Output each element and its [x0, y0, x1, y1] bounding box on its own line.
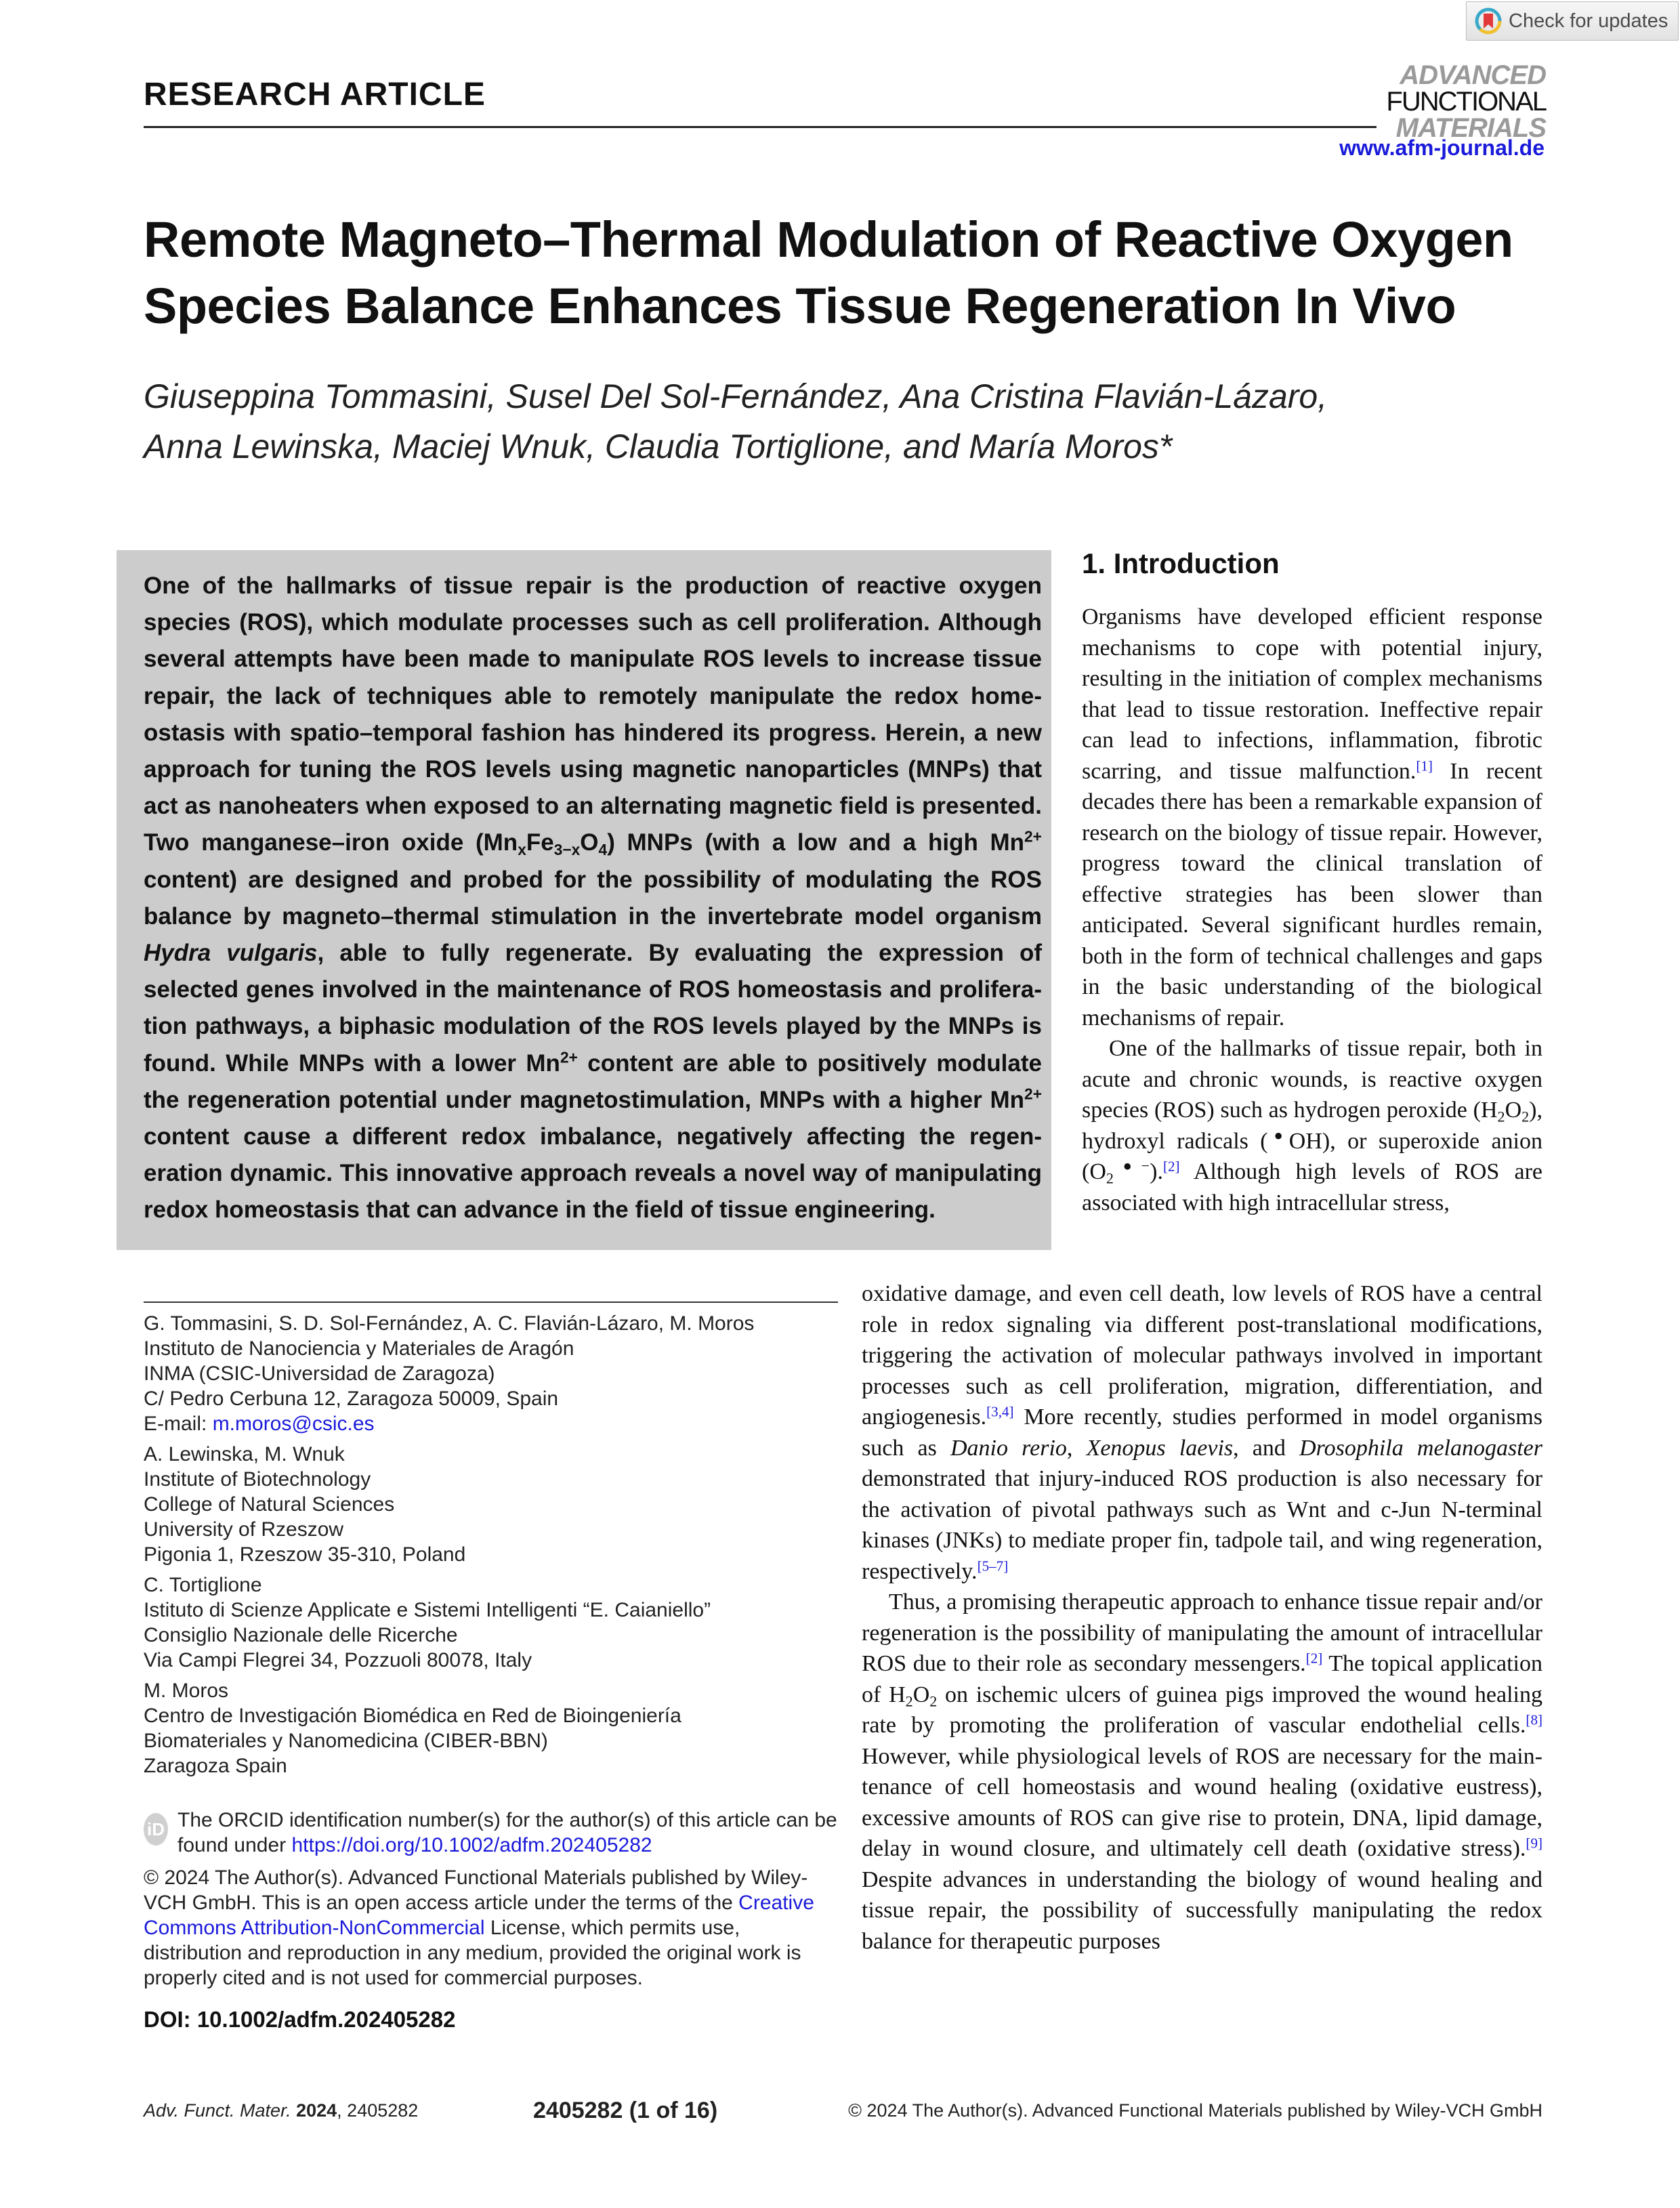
citation-link[interactable]: [5–7] — [977, 1557, 1009, 1574]
orcid-icon: iD — [144, 1813, 168, 1846]
abstract-part: content) are designed and probed for the possibility of modulating the ROS balance by magneto–thermal stimulation in the invertebrate model organism — [144, 866, 1042, 930]
affiliation-rule — [144, 1301, 838, 1303]
affiliation-line: INMA (CSIC-Universidad de Zaragoza) — [144, 1362, 495, 1385]
affiliation-group — [144, 1311, 841, 1436]
orcid-note — [144, 1808, 841, 1858]
email-label: E-mail: — [144, 1413, 213, 1435]
superscript: 2+ — [560, 1048, 578, 1066]
subscript: 2 — [1106, 1169, 1114, 1187]
logo-line-materials: MATERIALS — [1395, 113, 1546, 144]
subscript: 3−x — [553, 841, 581, 859]
header-rule — [144, 126, 1377, 128]
orcid-doi-link[interactable]: https://doi.org/10.1002/adfm.202405282 — [291, 1834, 652, 1856]
species-name: Hydra vulgaris — [144, 940, 318, 967]
superscript: 2+ — [1024, 1085, 1042, 1103]
email-line — [144, 1411, 841, 1436]
affiliation-line: Biomateriales y Nanomedicina (CIBER-BBN) — [144, 1730, 548, 1752]
journal-logo — [1378, 62, 1546, 142]
affiliation-line: G. Tommasini, S. D. Sol-Fernández, A. C. Flavián-Lázaro, M. Moros — [144, 1312, 755, 1335]
subscript: 2 — [905, 1692, 913, 1710]
subscript: 4 — [598, 841, 608, 859]
intro-paragraph-3 — [862, 1587, 1542, 1957]
article-type: RESEARCH ARTICLE — [144, 77, 486, 112]
text: In recent decades there has been a remarkable expansion of research on the biology of tissue repair. However, progress toward the clinical translation of effective strategies has been slower than anticipated. Several significant hurdles remain, both in the form of technical challenges and gaps in the basic understanding of the biological mechanisms of repair. — [1082, 758, 1542, 1030]
citation-link[interactable]: [9] — [1526, 1835, 1542, 1852]
abstract-part: Fe — [526, 829, 554, 856]
species-name: Danio rerio — [950, 1435, 1067, 1461]
affiliation-line: University of Rzeszow — [144, 1518, 344, 1541]
affiliation-line: Istituto di Scienze Applicate e Sistemi Intelligenti “E. Caianiello” — [144, 1599, 711, 1621]
article-number: , 2405282 — [337, 2100, 419, 2121]
text: O — [912, 1682, 930, 1707]
citation-link[interactable]: [2] — [1162, 1158, 1180, 1175]
affiliation-line: Via Campi Flegrei 34, Pozzuoli 80078, Italy — [144, 1649, 532, 1671]
radical-dot: ● — [1267, 1126, 1289, 1144]
text: , — [1066, 1435, 1087, 1461]
abstract-part: ) MNPs (with a low and a high Mn — [607, 829, 1025, 856]
author-list — [144, 371, 1566, 472]
affiliations — [144, 1311, 841, 1784]
year: 2024 — [296, 2100, 337, 2121]
affiliation-line: C/ Pedro Cerbuna 12, Zaragoza 50009, Spain — [144, 1388, 559, 1410]
page-number: 2405282 (1 of 16) — [533, 2098, 718, 2123]
introduction-column-wide — [862, 1278, 1542, 1957]
title-line-1: Remote Magneto–Thermal Modulation of Reactive Oxygen — [144, 211, 1513, 268]
citation-link[interactable]: [2] — [1305, 1650, 1323, 1667]
citation-link[interactable]: [8] — [1526, 1711, 1542, 1728]
text: Although high levels of ROS are associated with high intracellular stress, — [1082, 1159, 1542, 1215]
authors-line-2: Anna Lewinska, Maciej Wnuk, Claudia Tortiglione, and María Moros* — [144, 428, 1173, 465]
journal-url-link[interactable]: www.afm-journal.de — [1339, 136, 1545, 160]
text: However, while physiological levels of ROS are necessary for the maintenance of cell homeostasis and wound healing (oxidative eustress), excessive amounts of ROS can give rise to protein, DNA, lipid damage, delay in wound closure, and ultimately cell death (oxidative stress). — [862, 1743, 1542, 1861]
affiliation-group — [144, 1572, 841, 1673]
text: Despite advances in understanding the biology of wound healing and tissue repair, the possibility of successfully manipulating the redox balance for therapeutic purposes — [862, 1867, 1542, 1954]
abstract-part: O — [580, 829, 599, 856]
text: Thus, a promising therapeutic approach to enhance tissue repair and/or regeneration is the possibility of manipulating the amount of intracellular ROS due to their role as secondary messengers. — [862, 1589, 1542, 1676]
journal-citation — [144, 2100, 418, 2121]
crossmark-icon — [1475, 7, 1502, 35]
doi: DOI: 10.1002/adfm.202405282 — [144, 2007, 456, 2032]
section-heading-introduction: 1. Introduction — [1082, 547, 1280, 579]
affiliation-line: C. Tortiglione — [144, 1574, 262, 1596]
affiliation-line: Instituto de Nanociencia y Materiales de Aragón — [144, 1337, 574, 1360]
email-link[interactable]: m.moros@csic.es — [212, 1413, 375, 1435]
abstract-text — [144, 568, 1042, 1229]
affiliation-line: M. Moros — [144, 1680, 229, 1702]
text: The topical application of H — [862, 1651, 1542, 1707]
species-name: Xenopus laevis — [1086, 1435, 1234, 1461]
text: ). — [1150, 1159, 1163, 1184]
footer-copyright: © 2024 The Author(s). Advanced Functional Materials published by Wiley-VCH GmbH — [848, 2100, 1542, 2121]
license-link[interactable]: Creative Commons Attribution-NonCommercial — [144, 1892, 814, 1939]
orcid-text — [177, 1808, 841, 1858]
authors-line-1: Giuseppina Tommasini, Susel Del Sol-Fernández, Ana Cristina Flavián-Lázaro, — [144, 377, 1328, 415]
text: The ORCID identification number(s) for the author(s) of this article can be found under — [177, 1809, 837, 1856]
text: , and — [1233, 1435, 1300, 1461]
subscript: 2 — [1521, 1108, 1530, 1125]
introduction-column-narrow — [1082, 602, 1542, 1218]
text: © 2024 The Author(s). Advanced Functional Materials published by Wiley-VCH GmbH. This is an open access article under the terms of the — [144, 1867, 808, 1914]
text: OH), or superoxide anion (O — [1082, 1128, 1542, 1184]
affiliation-line: Centro de Investigación Biomédica en Red de Bioingeniería — [144, 1705, 681, 1727]
affiliation-line: College of Natural Sciences — [144, 1493, 395, 1516]
logo-line-advanced: ADVANCED — [1400, 60, 1546, 90]
subscript: x — [518, 841, 526, 859]
logo-line-functional: FUNCTIONAL — [1386, 87, 1546, 117]
abstract-part: content cause a different redox imbalance, negatively affecting the regeneration dynamic. This innovative approach reveals a novel way of manipulating redox homeostasis that can advance in the field of tissue engineering. — [144, 1123, 1042, 1224]
article-title — [144, 207, 1566, 339]
subscript: 2 — [929, 1692, 938, 1710]
affiliation-line: Zaragoza Spain — [144, 1755, 287, 1777]
intro-paragraph-2 — [1082, 1033, 1542, 1218]
abstract-part: content are able to positively modulate the regeneration potential under magnetostimulation, MNPs with a higher Mn — [144, 1049, 1042, 1113]
text: Organisms have developed efficient response mechanisms to cope with potential injury, resulting in the initiation of complex mechanisms that lead to tissue restoration. Ineffective repair can lead to infections, inflammation, fibrotic scarring, and tissue malfunction. — [1082, 604, 1542, 784]
superscript: 2+ — [1024, 827, 1042, 846]
title-line-2: Species Balance Enhances Tissue Regeneration In Vivo — [144, 278, 1456, 334]
text: oxidative damage, and even cell death, low levels of ROS have a central role in redox signaling via different post-translational modifications, triggering the activation of molecular pathways involved in important processes such as cell proliferation, migration, differentiation, and angiogenesis. — [862, 1281, 1542, 1430]
intro-paragraph-1 — [1082, 602, 1542, 1033]
affiliation-group — [144, 1442, 841, 1567]
text: More recently, studies performed in model organisms such as — [862, 1404, 1542, 1461]
citation-link[interactable]: [1] — [1416, 757, 1433, 774]
journal-abbrev: Adv. Funct. Mater. — [144, 2100, 291, 2121]
text: ), hydroxyl radicals ( — [1082, 1098, 1542, 1154]
text: demonstrated that injury-induced ROS production is also necessary for the activation of pivotal pathways such as Wnt and c-Jun N-terminal kinases (JNKs) to mediate proper fin, tadpole tail, and wing regeneration, respectively. — [862, 1466, 1542, 1584]
citation-link[interactable]: [3,4] — [986, 1403, 1014, 1420]
affiliation-group — [144, 1678, 841, 1778]
abstract-part: , able to fully regenerate. By evaluating the expression of selected genes involved in the maintenance of ROS homeostasis and proliferation pathways, a biphasic modulation of the ROS levels played by the MNPs is found. While MNPs with a lower Mn — [144, 940, 1043, 1077]
text: One of the hallmarks of tissue repair, both in acute and chronic wounds, is reactive oxygen species (ROS) such as hydrogen peroxide (H — [1082, 1036, 1542, 1123]
intro-paragraph-2-continued — [862, 1278, 1542, 1587]
superscript: ●− — [1113, 1157, 1150, 1174]
text: O — [1505, 1098, 1522, 1123]
text: License, which permits use, distribution and reproduction in any medium, provided the original work is properly cited and is not used for commercial purposes. — [144, 1917, 801, 1989]
abstract-part: One of the hallmarks of tissue repair is the production of reactive oxygen species (ROS), which modulate processes such as cell proliferation. Although several attempts have been made to manipulate ROS levels to increase tissue repair, the lack of techniques able to remotely manipulate the redox homeostasis with spatio–temporal fashion has hindered its progress. Herein, a new approach for tuning the ROS levels using magnetic nanoparticles (MNPs) that act as nanoheaters when exposed to an alternating magnetic field is presented. Two manganese–iron oxide (Mn — [144, 572, 1042, 856]
affiliation-line: Pigonia 1, Rzeszow 35-310, Poland — [144, 1543, 466, 1566]
check-for-updates-button[interactable] — [1466, 1, 1679, 41]
affiliation-line: A. Lewinska, M. Wnuk — [144, 1443, 345, 1465]
affiliation-line: Consiglio Nazionale delle Ricerche — [144, 1624, 458, 1646]
check-for-updates-label: Check for updates — [1509, 9, 1668, 32]
abstract-box — [117, 550, 1051, 1250]
page-footer — [144, 2100, 1542, 2127]
license-note — [144, 1865, 841, 1991]
affiliation-line: Institute of Biotechnology — [144, 1468, 371, 1491]
subscript: 2 — [1497, 1108, 1505, 1125]
text: on ischemic ulcers of guinea pigs improved the wound healing rate by promoting the proliferation of vascular endothelial cells. — [862, 1682, 1542, 1738]
species-name: Drosophila melanogaster — [1299, 1435, 1542, 1461]
